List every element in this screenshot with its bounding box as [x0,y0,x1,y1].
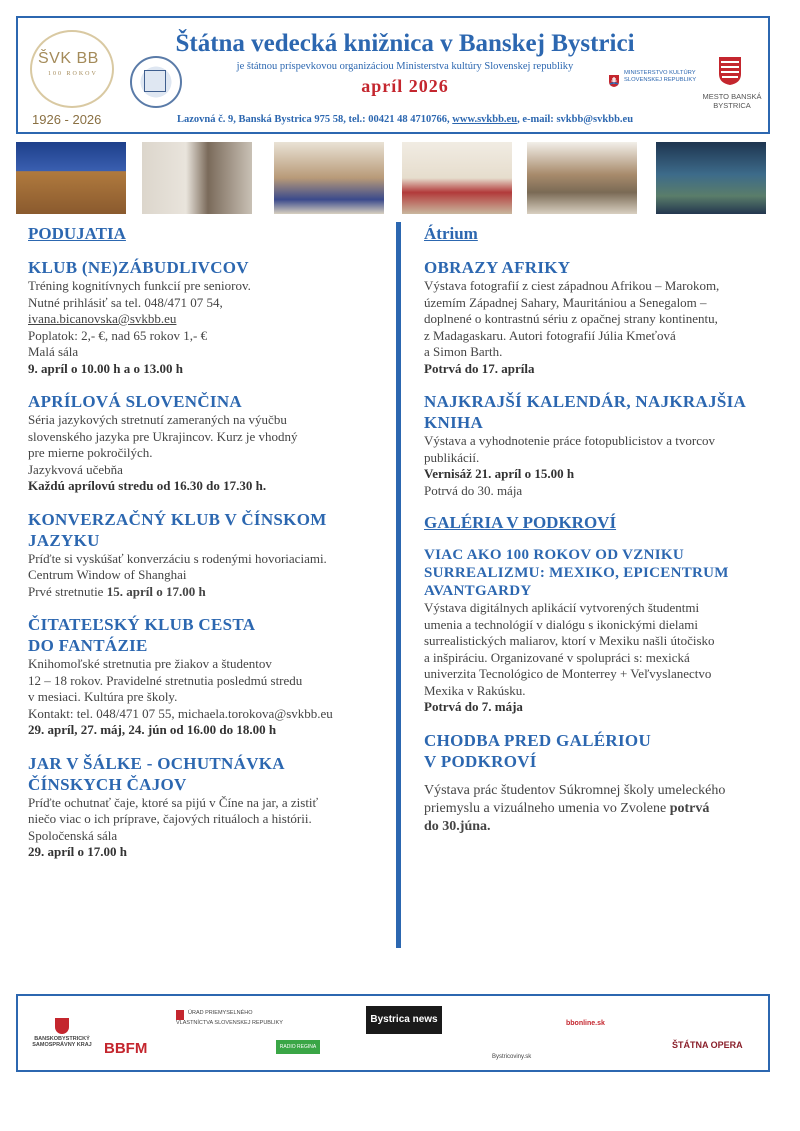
event-description: Príďte si vyskúšať konverzáciu s rodenými hovoriaciami. Centrum Window of Shanghai [28,550,327,582]
section-heading: PODUJATIA [28,224,126,243]
sponsor-bbfm: BBFM [104,1040,148,1057]
event-title: JAR V ŠÁLKE - OCHUTNÁVKA ČÍNSKYCH ČAJOV [28,753,285,794]
event-date: 29. apríl o 17.00 h [28,844,127,859]
event-item [28,614,388,739]
event-title: KLUB (NE)ZÁBUDLIVCOV [28,258,249,277]
exhibition-description: Výstava digitálnych aplikácií vytvorených študentmi umenia a technológií v dialógu s ikonickými dielami surrealistických maliarov, ktorí v Mexiku našli útočisko a inšpiráciu. Organizované v spolupráci s: mexická univerzita Tecnológico de Monterrey + Veľvyslanectvo Mexika v Rakúsku. [424,600,715,698]
exhibition-description-line [424,782,774,836]
event-description: Séria jazykových stretnutí zameraných na výučbu slovenského jazyka pre Ukrajincov. Kurz je vhodný pre mierne pokročilých. Jazykvová učebňa [28,412,298,477]
sponsor-bbsk [32,1018,92,1048]
event-date-prefix: Prvé stretnutie [28,583,104,599]
event-item [28,753,388,861]
photo-visitors [142,142,252,214]
bbsk-crest-icon [55,1018,69,1034]
sponsor-bbonline: bbonline.sk [566,1020,605,1027]
exhibition-duration: Potrvá do 30. mája [424,482,523,498]
exhibition-description: Výstava prác študentov Súkromnej školy umeleckého priemyslu a vizuálneho umenia vo Zvolene [424,782,726,816]
contact-email-label: , e-mail: [517,114,554,125]
photo-hall [402,142,512,214]
contact-address: Lazovná č. 9, Banská Bystrica 975 58, tel.: 00421 48 4710766, [176,114,450,125]
event-date: Každú aprílovú stredu od 16.30 do 17.30 h. [28,478,267,493]
event-email-link[interactable]: ivana.bicanovska@svkbb.eu [28,311,177,326]
sponsor-statna-opera: ŠTÁTNA OPERA [672,1040,743,1050]
exhibition-date: Potrvá do 7. mája [424,699,523,714]
sponsor-bystricoviny: Bystricoviny.sk [492,1054,532,1060]
event-date: 15. apríl o 17.00 h [106,583,206,599]
exhibition-item [424,546,774,716]
exhibition-title: VIAC AKO 100 ROKOV OD VZNIKU SURREALIZMU: MEXIKO, EPICENTRUM AVANTGARDY [424,547,729,599]
event-title: ČITATEĽSKÝ KLUB CESTA DO FANTÁZIE [28,615,256,655]
library-logo [30,30,114,108]
event-description: Tréning kognitívnych funkcií pre seniorov. Nutné prihlásiť sa tel. 048/471 07 54, [28,278,251,310]
city-logo-text: MESTO BANSKÁ BYSTRICA [702,92,762,110]
events-column [28,224,388,875]
exhibition-title: OBRAZY AFRIKY [424,258,571,277]
section-heading: Átrium [424,224,478,243]
ministry-logo-text: MINISTERSTVO KULTÚRY SLOVENSKEJ REPUBLIKY [624,70,697,83]
event-description: Príďte ochutnať čaje, ktoré sa pijú v Číne na jar, a zistiť niečo viac o ich príprave, čajových rituáloch a histórii. Spoločenská sála [28,794,319,843]
exhibition-title: NAJKRAJŠÍ KALENDÁR, NAJKRAJŠIA KNIHA [424,392,746,432]
event-details: Poplatok: 2,- €, nad 65 rokov 1,- € Malá sála [28,327,208,359]
contact-line [130,114,680,125]
city-crest-icon [718,56,742,86]
exhibition-title: CHODBA PRED GALÉRIOU V PODKROVÍ [424,730,652,771]
event-title: APRÍLOVÁ SLOVENČINA [28,392,242,411]
section-heading: GALÉRIA V PODKROVÍ [424,513,617,532]
sponsor-bystrica-news: Bystrica news [366,1006,442,1034]
photo-gallery [656,142,766,214]
sponsor-name: ÚRAD PRIEMYSELNÉHO VLASTNÍCTVA SLOVENSKEJ REPUBLIKY [176,1010,283,1026]
event-title: KONVERZAČNÝ KLUB V ČÍNSKOM JAZYKU [28,509,327,550]
exhibition-date: potrvá do 30.júna. [424,800,710,834]
exhibition-description: Výstava a vyhodnotenie práce fotopublicistov a tvorcov publikácií. [424,433,715,465]
sponsor-name: BANSKOBYSTRICKÝ SAMOSPRÁVNY KRAJ [32,1036,92,1048]
event-description: Knihomoľské stretnutia pre žiakov a študentov 12 – 18 rokov. Pravidelné stretnutia posledmú stredu v mesiaci. Kultúra pre školy. Kontakt: tel. 048/471 07 55, michaela.torokova@svkbb.eu [28,656,333,721]
exhibition-item [424,730,774,836]
logo-subtext: 100 ROKOV [48,71,98,77]
event-date: 29. apríl, 27. máj, 24. jún od 16.00 do 18.00 h [28,722,277,737]
exhibition-description: Výstava fotografií z ciest západnou Afrikou – Marokom, územím Západnej Sahary, Mauritániou a Senegalom – doplnené o kontrastnú sériu z opačnej strany kontinentu, z Madagaskaru. Autori fotografií Júlia Kmeťová a Simon Barth. [424,278,720,359]
logo-years: 1926 - 2026 [32,112,102,127]
event-date: 9. apríl o 10.00 h a o 13.00 h [28,360,183,376]
header-banner [16,16,770,134]
sponsor-radio-regina: RADIO REGINA [276,1040,320,1054]
photo-bookshelves [527,142,637,214]
upv-crest-icon [176,1010,184,1020]
event-item [28,391,388,495]
page-title: Štátna vedecká knižnica v Banskej Bystrici [175,30,635,57]
event-item [28,257,388,377]
month-label: apríl 2026 [361,76,449,96]
page-subtitle: je štátnou príspevkovou organizáciou Ministerstva kultúry Slovenskej republiky [236,61,574,72]
exhibition-item [424,391,774,499]
slovak-coat-of-arms-icon [608,74,620,88]
event-item [28,509,388,601]
event-date-line [28,584,388,601]
email-link[interactable]: svkbb@svkbb.eu [556,114,634,125]
sponsor-upv [176,1010,286,1027]
exhibition-date: Potrvá do 17. apríla [424,360,535,376]
exhibitions-column [424,224,774,850]
logo-text: ŠVK BB [38,50,99,67]
column-divider [396,222,401,948]
exhibition-item [424,257,774,377]
photo-library-building [16,142,126,214]
website-link[interactable]: www.svkbb.eu [452,114,518,125]
sponsors-footer [16,994,770,1072]
photo-reading-room [274,142,384,214]
exhibition-date: Vernisáž 21. apríl o 15.00 h [424,466,575,481]
